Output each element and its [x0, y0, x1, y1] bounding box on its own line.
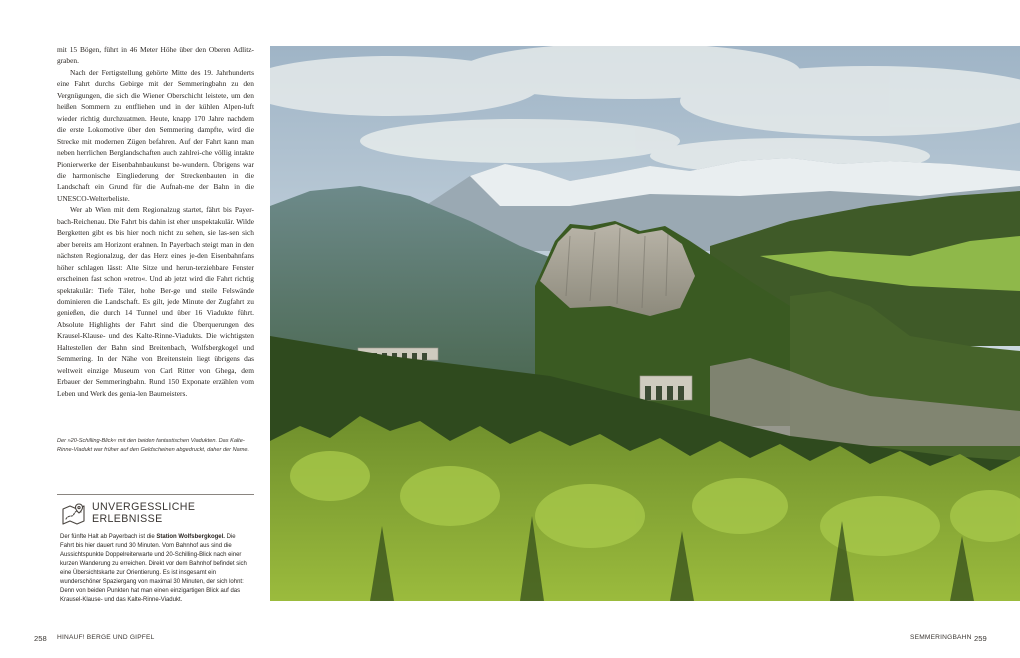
info-box-heading-line: ERLEBNISSE: [92, 513, 163, 525]
body-paragraph: Nach der Fertigstellung gehörte Mitte des 19. Jahrhunderts eine Fahrt durchs Gebirge mit der Semmeringbahn zu den Vergnügungen, die sich die Wiener Oberschicht leistete, um den heißen Sommern zu entfliehen und in der kühlen Alpen-luft wieder richtig durchzuatmen. Heute, knapp 170 Jahre nachdem die erste Lokomotive über den Semmering dampfte, wird die Strecke mit modernen Zügen befahren. Auf der Fahrt kann man neben herrlichen Berglandschaften auch zahlrei-che völlig intakte Pionierwerke der Eisenbahnbaukunst be-wundern. Übrigens war die harmonische Eingliederung der Streckenbauten in die Landschaft ein Grund für die Aufnah-me der Bahn in die UNESCO-Welterbeliste.: [57, 67, 254, 203]
landscape-photo: [270, 46, 1020, 601]
info-box-text-part: Der fünfte Halt ab Payerbach ist die: [60, 534, 157, 540]
body-paragraph: mit 15 Bögen, führt in 46 Meter Höhe über den Oberen Adlitz-graben.: [57, 45, 254, 66]
map-route-icon: [60, 500, 87, 527]
info-box-text-part: Die Fahrt bis hier dauert rund 30 Minuten. Vom Bahnhof aus sind die Aussichtspunkte Doppelreiterwarte und 20-Schilling-Blick nach einer kurzen Wanderung zu erreichen. Direkt vor dem Bahnhof befindet sich eine Übersichtskarte zur Orientierung. Es ist insgesamt ein wunderschöner Spaziergang von maximal 30 Minuten, der sich lohnt: Denn von beiden Punkten hat man einen einzigartigen Blick auf das Krausel-Klause- und das Kalte-Rinne-Viadukt.: [60, 534, 247, 603]
body-text-column: [57, 44, 254, 399]
info-box-divider: [57, 494, 254, 495]
info-box-heading: [92, 501, 252, 525]
left-page-number: 258: [34, 634, 47, 643]
right-running-head: SEMMERINGBAHN: [910, 634, 972, 641]
body-paragraph: Wer ab Wien mit dem Regionalzug startet, fährt bis Payer-bach-Reichenau. Die Fahrt bis dahin ist eher unspektakulär. Wilde Bergketten gibt es bis hier noch nicht zu sehen, sie las-sen sich aber bereits am Horizont erahnen. In Payerbach steigt man in den nächsten Regionalzug, der das Herz eines je-den Eisenbahnfans höher schlagen lässt: Alte Sitze und herun-terziehbare Fenster erscheinen fast schon »retro«. Und ab jetzt wird die Fahrt richtig spektakulär: Tiefe Täler, hohe Ber-ge und steile Felswände dominieren die Landschaft. Es gilt, jede Minute der Zugfahrt zu genießen, die durch 14 Tunnel und über 16 Viadukte führt. Absolute Highlights der Fahrt sind die Überquerungen des Krausel-Klause- und des Kalte-Rinne-Viadukts. Die wichtigsten Haltestellen der Bahn sind Breitenbach, Wolfsbergkogel und Semmering. In der Nähe von Breitenstein liegt übrigens das weltweit einzige Museum von Carl Ritter von Ghega, dem Erbauer der Semmeringbahn. Rund 150 Exponate erzählen vom Leben und Werk des genia-len Baumeisters.: [57, 205, 254, 398]
info-box-text: [60, 533, 250, 605]
left-running-head: HINAUF! BERGE UND GIPFEL: [57, 634, 155, 641]
info-box-highlight: Station Wolfsbergkogel.: [156, 534, 225, 540]
right-page-number: 259: [974, 634, 987, 643]
photo-caption: Der »20-Schilling-Blick« mit den beiden fantastischen Viadukten. Das Kalte-Rinne-Viadukt war früher auf den Geldscheinen abgedruckt, daher der Name.: [57, 438, 250, 453]
info-box-heading-line: UNVERGESSLICHE: [92, 501, 196, 513]
